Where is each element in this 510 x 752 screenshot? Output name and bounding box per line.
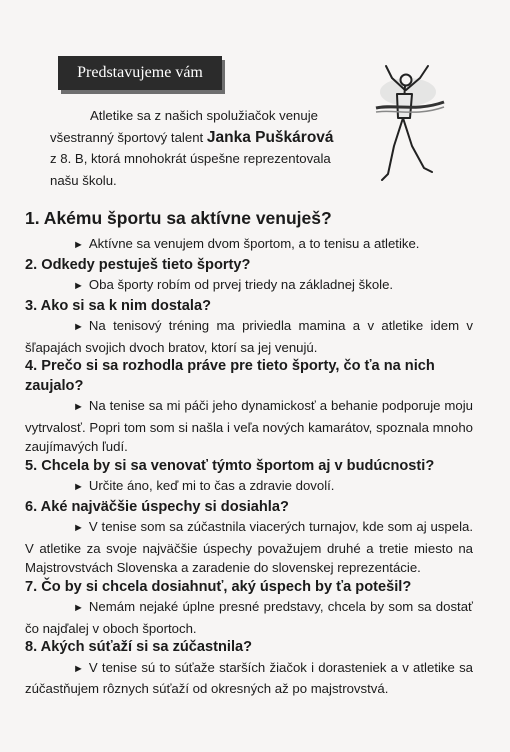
intro-line: Atletike sa z našich spolužiačok venuje bbox=[90, 108, 318, 123]
answer: ► Na tenise sa mi páči jeho dynamickosť a behanie podporuje moju vytrvalosť. Popri tom som si našla i veľa nových kamarátov, spoznala mnoho zaujímavých ľudí. bbox=[25, 398, 473, 454]
answer: ► Na tenisový tréning ma priviedla mamina a v atletike idem v šľapajách svojich dvoch bratov, ktorí sa jej venujú. bbox=[25, 318, 473, 355]
arrow-icon: ► bbox=[73, 239, 84, 251]
interview-section bbox=[25, 206, 473, 699]
arrow-icon: ► bbox=[73, 401, 84, 413]
section-header bbox=[58, 56, 222, 90]
arrow-icon: ► bbox=[73, 321, 84, 333]
question: 8. Akých súťaží si sa zúčastnila? bbox=[25, 639, 253, 655]
answer: ► V tenise som sa zúčastnila viacerých turnajov, kde som aj uspela. V atletike za svoje najväčšie úspechy považujem druhé a tretie miesto na Majstrovstvách Slovenska a zaradenie do slovenskej reprezentácie. bbox=[25, 519, 473, 575]
intro-line: našu školu. bbox=[50, 172, 117, 188]
answer: ► Oba športy robím od prvej triedy na základnej škole. bbox=[25, 275, 473, 297]
answer: ► Určite áno, keď mi to čas a zdravie dovolí. bbox=[25, 476, 473, 498]
athlete-name: Janka Puškárová bbox=[206, 128, 334, 146]
answer: ► Nemám nejaké úplne presné predstavy, chcela by som sa dostať čo najďalej v oboch športoch. bbox=[25, 599, 473, 636]
intro-line: z 8. B, ktorá mnohokrát úspešne reprezentovala bbox=[50, 151, 331, 166]
arrow-icon: ► bbox=[73, 522, 84, 534]
question: 3. Ako si sa k nim dostala? bbox=[25, 297, 211, 314]
arrow-icon: ► bbox=[73, 662, 84, 675]
runner-illustration bbox=[372, 62, 448, 186]
arrow-icon: ► bbox=[73, 280, 84, 292]
question: 1. Akému športu sa aktívne venuješ? bbox=[25, 208, 332, 228]
question: 7. Čo by si chcela dosiahnuť, aký úspech by ťa potešil? bbox=[25, 578, 412, 595]
arrow-icon: ► bbox=[73, 602, 84, 614]
question: 6. Aké najväčšie úspechy si dosiahla? bbox=[25, 498, 289, 515]
section-header-title: Predstavujeme vám bbox=[77, 64, 203, 81]
intro-line: všestranný športový talent Janka Puškárová bbox=[50, 128, 334, 146]
arrow-icon: ► bbox=[73, 481, 84, 493]
answer: ► V tenise sú to súťaže starších žiačok i dorasteniek a v atletike sa zúčastňujem rôznych súťaží od okresných až po majstrovstvá. bbox=[25, 659, 473, 696]
intro-paragraph bbox=[50, 105, 365, 191]
answer: ► Aktívne sa venujem dvom športom, a to tenisu a atletike. bbox=[25, 234, 473, 256]
question: 2. Odkedy pestuješ tieto športy? bbox=[25, 256, 251, 273]
question: 5. Chcela by si sa venovať týmto športom aj v budúcnosti? bbox=[25, 457, 435, 474]
question: 4. Prečo si sa rozhodla práve pre tieto športy, čo ťa na nich zaujalo? bbox=[25, 358, 435, 394]
